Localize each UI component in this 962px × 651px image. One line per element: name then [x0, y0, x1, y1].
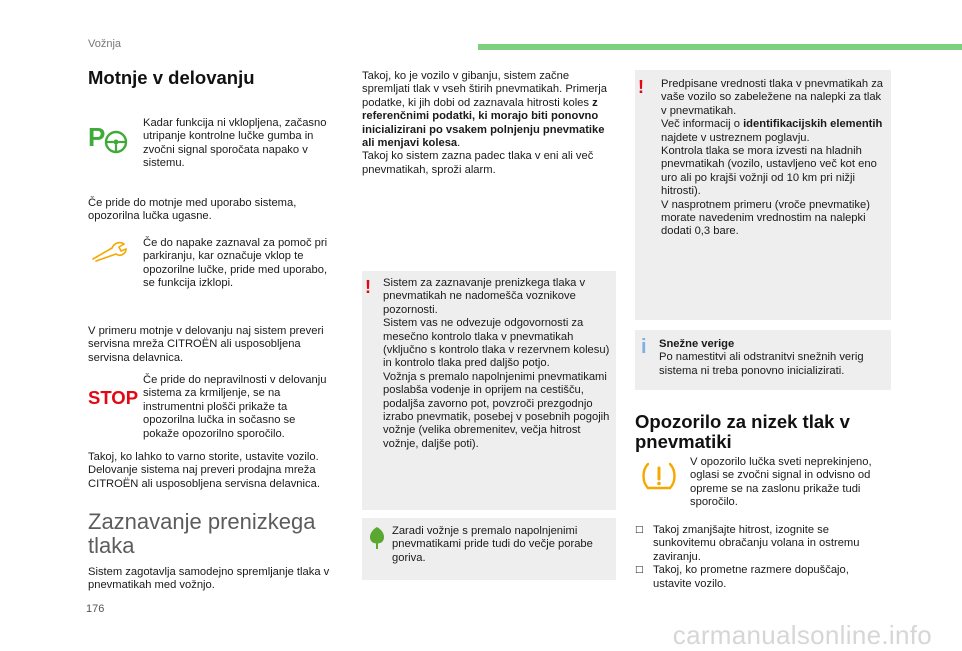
- list-item: [635, 524, 885, 564]
- list-item-text: Takoj, ko prometne razmere dopuščajo, ustavite vozilo.: [653, 564, 849, 590]
- info-title: Snežne verige: [659, 338, 735, 350]
- paragraph: Če pride do motnje med uporabo sistema, opozorilna lučka ugasne.: [88, 197, 297, 223]
- warning-text: [661, 78, 887, 239]
- list-item-text: Takoj zmanjšajte hitrost, izognite se sunkovitemu obračanju volana in ostremu zaviranju.: [653, 524, 860, 563]
- wrench-text: Če do napake zaznaval za pomoč pri parkiranju, kar označuje vklop te opozorilne lučke, pride med uporabo, se funkcija izklopi.: [143, 237, 328, 290]
- accent-bar: [478, 44, 962, 50]
- intro-alarm: Takoj ko sistem zazna padec tlaka v eni ali več pnevmatikah, sproži alarm.: [362, 150, 594, 176]
- tire-pressure-warning-icon: [640, 458, 678, 496]
- warning-text-a: Predpisane vrednosti tlaka v pnevmatikah za vaše vozilo so zabeležene na nalepki za tlak v pnevmatikah. Več informacij o: [661, 78, 884, 131]
- stop-warning-icon: [88, 386, 139, 408]
- p-icon-text: Kadar funkcija ni vklopljena, začasno utripanje kontrolne lučke gumba in zvočni signal sporočata napako v sistemu.: [143, 117, 327, 170]
- warning-text-b: najdete v ustreznem poglavju. Kontrola tlaka se mora izvesti na hladnih pnevmatikah (vozilo, ustavljeno več kot eno uro ali po krajši vožnji od 10 km pri nižji hitrosti). V nasprotnem primeru (vroče pnevmatike) morate navedenim vrednostim na nalepki dodati 0,3 bare.: [661, 131, 877, 238]
- stop-label: STOP: [88, 387, 139, 408]
- warning-box: [362, 271, 616, 510]
- info-icon: i: [641, 336, 647, 358]
- list-item: [635, 564, 885, 591]
- leaf-icon: [367, 526, 387, 550]
- info-text: Po namestitvi ali odstranitvi snežnih verig sistema ni treba ponovno inicializirati.: [659, 351, 864, 377]
- warning-bold: identifikacijskih elementih: [743, 118, 883, 131]
- intro-paragraph: [362, 70, 616, 177]
- intro-text: Takoj, ko je vozilo v gibanju, sistem začne spremljati tlak v vseh štirih pnevmatikah. Primerja podatke, ki jih dobi od zaznavala hitrosti koles: [362, 70, 607, 109]
- eco-box: [362, 518, 616, 580]
- tire-warning-text: V opozorilo lučka sveti neprekinjeno, oglasi se zvočni signal in odvisno od opreme se na zaslonu prikaže tudi sporočilo.: [690, 456, 872, 509]
- exclamation-icon: !: [638, 77, 644, 97]
- bullet-icon: □: [635, 565, 644, 576]
- park-assist-icon: [88, 120, 130, 160]
- paragraph: V primeru motnje v delovanju naj sistem preveri servisna mreža CITROËN ali usposobljena servisna delavnica.: [88, 325, 324, 364]
- intro-text-end: .: [457, 137, 461, 150]
- intro-bold: z referenčnimi podatki, ki morajo biti ponovno inicializirani po vsakem polnjenju pnevmatike ali menjavi kolesa: [362, 96, 605, 150]
- svg-text:P: P: [88, 122, 106, 152]
- section-title-malfunctions: Motnje v delovanju: [88, 67, 255, 88]
- bullet-icon: □: [635, 525, 644, 535]
- eco-text: Zaradi vožnje s premalo napolnjenimi pnevmatikami pride tudi do večje porabe goriva.: [392, 525, 593, 564]
- paragraph: Takoj, ko lahko to varno storite, ustavite vozilo. Delovanje sistema naj preveri prodajna mreža CITROËN ali usposobljena servisna delavnica.: [88, 451, 320, 490]
- exclamation-icon: !: [365, 277, 371, 297]
- section-label: Vožnja: [88, 38, 122, 50]
- info-content: [659, 338, 887, 378]
- bullet-list: [635, 524, 885, 591]
- watermark: carmanualsonline.info: [672, 620, 932, 650]
- wrench-icon: [90, 240, 130, 262]
- warning-box: [635, 70, 891, 320]
- section-title-low-pressure: Zaznavanje prenizkega tlaka: [88, 509, 316, 558]
- warning-text: Sistem za zaznavanje prenizkega tlaka v pnevmatikah ne nadomešča voznikove pozornosti. Sistem vas ne odvezuje odgovornosti za mesečno kontrolo tlaka v pnevmatikah (vključno s kontrolo tlaka v rezervnem kolesu) in kontrolo tlaka pred daljšo potjo. Vožnja s premalo napolnjenimi pnevmatikami poslabša vodenje in oprijem na cestišču, podaljša zavorno pot, povzroči prezgodnjo izrabo pnevmatik, posebej v posebnih pogojih vožnje (velika obremenitev, večja hitrost vožnje, daljše poti).: [383, 277, 610, 450]
- stop-text: Če pride do nepravilnosti v delovanju sistema za krmiljenje, se na instrumentni plošči prikaže ta opozorilna lučka in sočasno se pokaže opozorilno sporočilo.: [143, 374, 327, 440]
- paragraph: Sistem zagotavlja samodejno spremljanje tlaka v pnevmatikah med vožnjo.: [88, 566, 330, 592]
- info-box: [635, 330, 891, 390]
- section-title-low-tire-pressure: Opozorilo za nizek tlak v pnevmatiki: [635, 411, 850, 452]
- page-number: 176: [86, 603, 105, 615]
